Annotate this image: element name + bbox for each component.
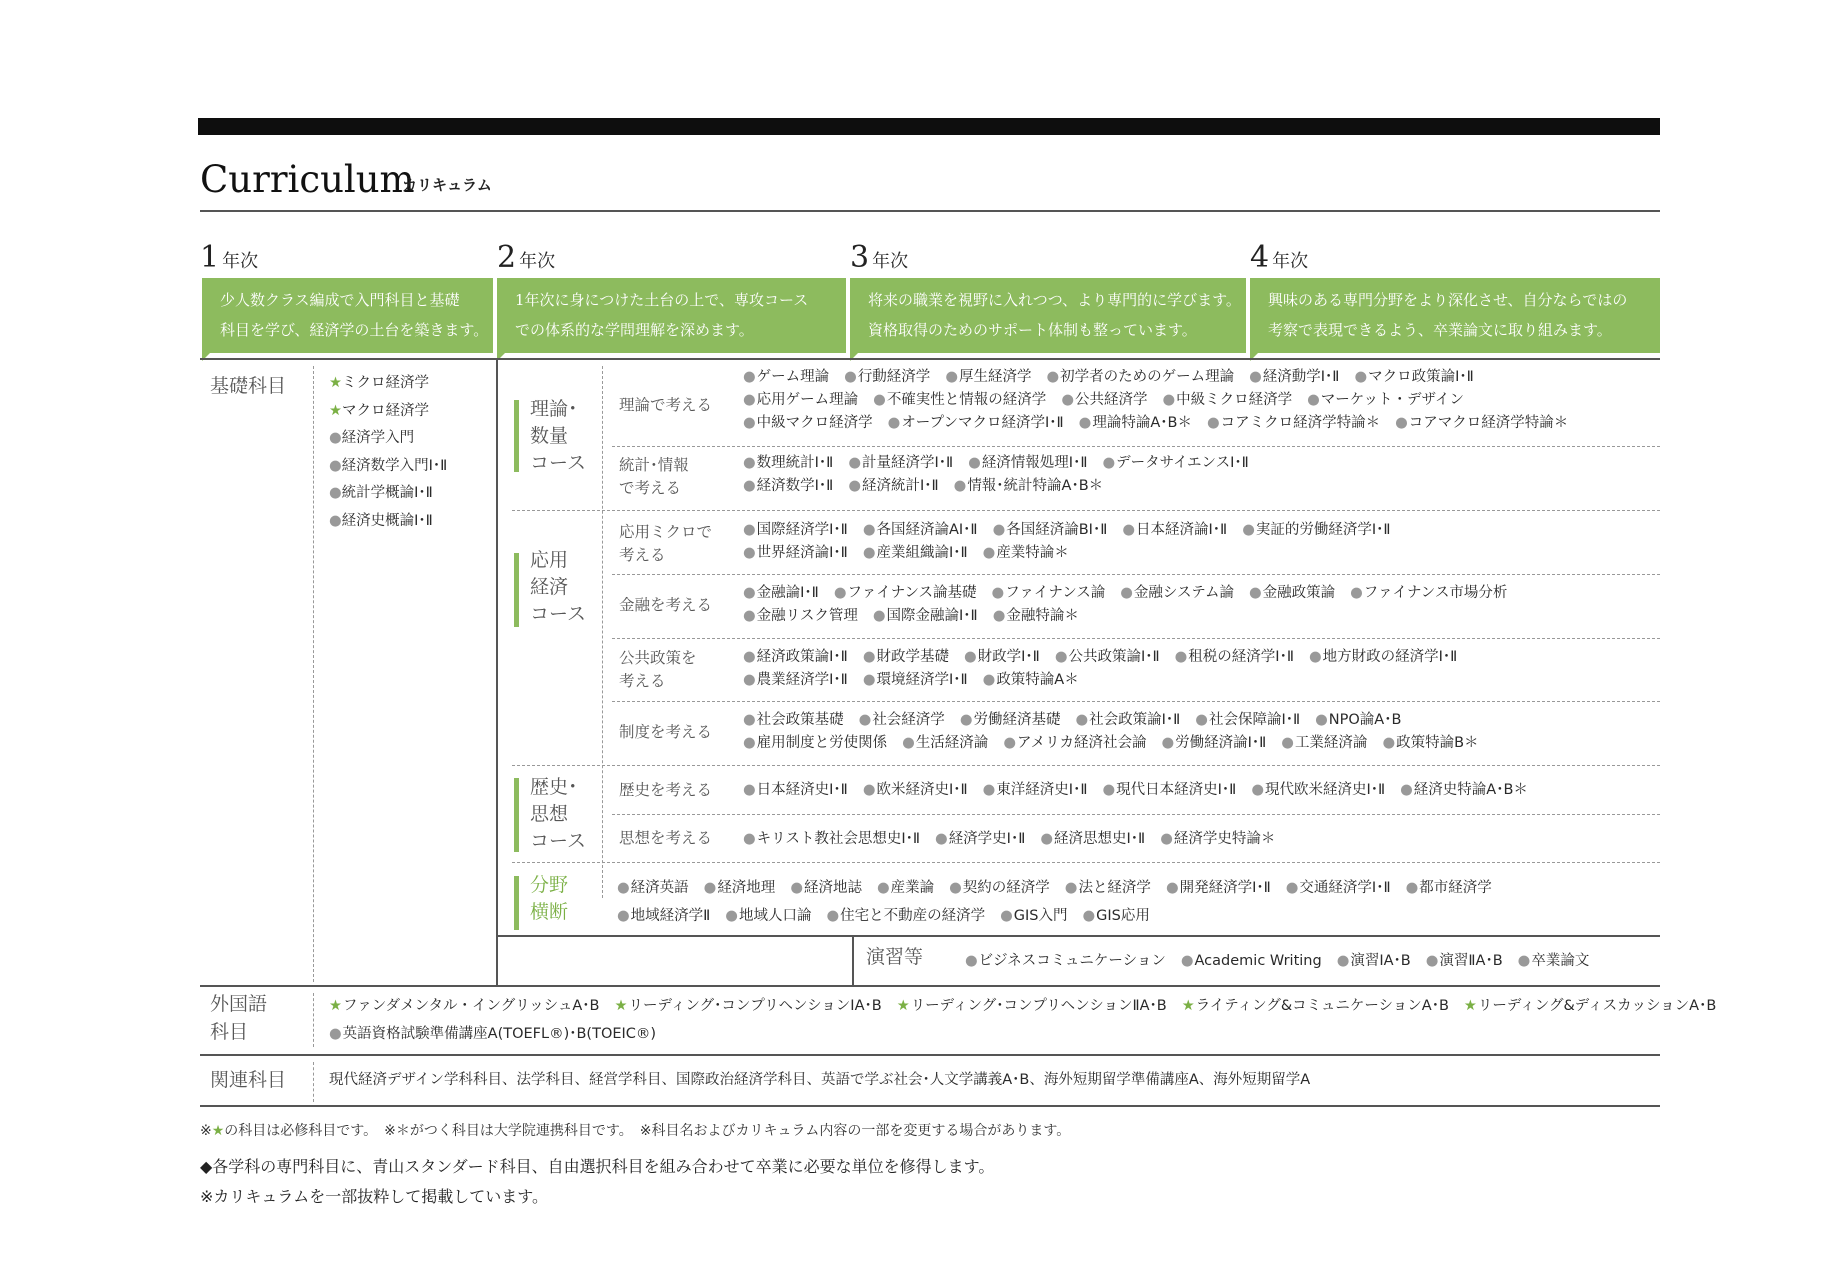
course-item: ●金融論Ⅰ･Ⅱ	[743, 585, 819, 601]
section-rule	[200, 1054, 1660, 1056]
gaikokugo-dash-divider	[313, 993, 314, 1047]
year-1-heading: 1 年次	[200, 240, 259, 275]
course-row	[743, 709, 1494, 732]
course-item: ●GIS入門	[1000, 908, 1068, 924]
year-4-description: 興味のある専門分野をより深化させ、自分ならではの 考察で表現できるよう、卒業論文に取り組みます。	[1250, 278, 1660, 353]
course-item: ●ゲーム理論	[743, 369, 830, 385]
course-item: ●経済英語	[617, 880, 689, 896]
course-item: ●卒業論文	[1517, 953, 1590, 969]
course-item: ●社会政策基礎	[743, 712, 844, 728]
year-4-notch	[1250, 353, 1258, 361]
course-item: ●政策特論A＊	[982, 672, 1079, 688]
enshu-divider	[852, 935, 854, 985]
course-item: ●応用ゲーム理論	[743, 392, 859, 408]
course-item: ●契約の経済学	[949, 880, 1050, 896]
year-2-description: 1年次に身につけた土台の上で、専攻コース での体系的な学問理解を深めます。	[497, 278, 846, 353]
course-item: ●ファイナンス論	[991, 585, 1106, 601]
course-row	[965, 949, 1604, 973]
course-row	[743, 542, 1406, 565]
year-3-description: 将来の職業を視野に入れつつ、より専門的に学びます。 資格取得のためのサポート体制も整っています。	[850, 278, 1246, 353]
course-item: ●経済政策論Ⅰ･Ⅱ	[743, 649, 848, 665]
course-row	[743, 605, 1522, 628]
course-item: ●金融リスク管理	[743, 608, 858, 624]
ouyou-course-bar	[514, 553, 519, 627]
course-item: ●労働経済論Ⅰ･Ⅱ	[1161, 735, 1267, 751]
shisou-items	[743, 828, 1290, 851]
course-item: ★リーディング･コンプリヘンションⅠA･B	[614, 998, 882, 1014]
course-item: ●日本経済史Ⅰ･Ⅱ	[743, 782, 848, 798]
course-item: ●行動経済学	[844, 369, 931, 385]
year-3-heading: 3 年次	[850, 240, 909, 275]
kiso-label: 基礎科目	[210, 375, 287, 397]
course-item: ●ファイナンス論基礎	[833, 585, 977, 601]
course-item: ●マクロ政策論Ⅰ･Ⅱ	[1354, 369, 1474, 385]
course-item: ●法と経済学	[1064, 880, 1151, 896]
course-item: ●地域人口論	[725, 908, 812, 924]
course-row	[743, 732, 1494, 755]
course-item: ●経済史特論A･B＊	[1400, 782, 1528, 798]
note-excerpt: ※カリキュラムを一部抜粋して掲載しています。	[200, 1187, 548, 1206]
course-item: ●都市経済学	[1405, 880, 1492, 896]
course-item: ●初学者のためのゲーム理論	[1046, 369, 1235, 385]
header-rule	[200, 210, 1660, 212]
sub-kokyo-label: 公共政策を 考える	[619, 649, 697, 690]
course-item: ●経済学史Ⅰ･Ⅱ	[935, 831, 1026, 847]
separator	[612, 814, 1660, 815]
course-item: ●世界経済論Ⅰ･Ⅱ	[743, 545, 848, 561]
seido-items	[743, 709, 1494, 755]
course-item: ●現代欧米経済史Ⅰ･Ⅱ	[1251, 782, 1386, 798]
riron-items	[743, 366, 1583, 435]
toukei-items	[743, 452, 1264, 498]
course-item: ●経済地理	[703, 880, 776, 896]
course-item: ●経済地誌	[790, 880, 862, 896]
course-row	[617, 902, 1507, 930]
course-item: ●生活経済論	[902, 735, 989, 751]
course-item: ●政策特論B＊	[1382, 735, 1479, 751]
course-item: ●開発経済学Ⅰ･Ⅱ	[1165, 880, 1271, 896]
course-item: ●演習ⅡA･B	[1425, 953, 1503, 969]
course-item: ●厚生経済学	[945, 369, 1032, 385]
course-row	[743, 475, 1264, 498]
course-item: ●環境経済学Ⅰ･Ⅱ	[862, 672, 968, 688]
course-item: ●ビジネスコミュニケーション	[965, 953, 1166, 969]
course-item: ●日本経済論Ⅰ･Ⅱ	[1122, 522, 1228, 538]
course-item: ●東洋経済史Ⅰ･Ⅱ	[982, 782, 1088, 798]
course-item: ●租税の経済学Ⅰ･Ⅱ	[1174, 649, 1294, 665]
list-item: ★ミクロ経済学	[329, 375, 429, 391]
course-item: ●オープンマクロ経済学Ⅰ･Ⅱ	[887, 415, 1064, 431]
kiso-dash-divider	[313, 366, 314, 982]
course-item: ●計量経済学Ⅰ･Ⅱ	[848, 455, 954, 471]
course-item: ●農業経済学Ⅰ･Ⅱ	[743, 672, 848, 688]
course-item: ●キリスト教社会思想史Ⅰ･Ⅱ	[743, 831, 921, 847]
note-required: ※★の科目は必修科目です。 ※＊がつく科目は大学院連携科目です。 ※科目名およびカリキュラム内容の一部を変更する場合があります。	[200, 1123, 1071, 1139]
page-subtitle: カリキュラム	[402, 176, 492, 194]
course-item: ●数理統計Ⅰ･Ⅱ	[743, 455, 834, 471]
course-item: ●データサイエンスⅠ･Ⅱ	[1102, 455, 1249, 471]
course-item: ●経済動学Ⅰ･Ⅱ	[1249, 369, 1340, 385]
bunya-items	[617, 874, 1507, 930]
year-1-notch	[202, 353, 210, 361]
course-row	[743, 669, 1472, 692]
year-2-notch	[497, 353, 505, 361]
page-title: Curriculum	[200, 158, 415, 201]
course-item: ●金融システム論	[1120, 585, 1234, 601]
course-item: ●雇用制度と労使関係	[743, 735, 888, 751]
course-row	[743, 582, 1522, 605]
kanren-dash-divider	[313, 1062, 314, 1102]
table-bottom-rule	[200, 1105, 1660, 1107]
course-item: ●財政学基礎	[862, 649, 949, 665]
course-item: ●地方財政の経済学Ⅰ･Ⅱ	[1308, 649, 1458, 665]
course-item: ●社会経済学	[858, 712, 945, 728]
rekishi-course-label: 歴史･ 思想 コース	[530, 776, 587, 852]
sub-toukei-label: 統計･情報 で考える	[619, 456, 689, 497]
list-item: ★マクロ経済学	[329, 402, 429, 419]
course-row	[743, 646, 1472, 669]
course-item: ●経済統計Ⅰ･Ⅱ	[848, 478, 939, 494]
course-item: ●各国経済論BⅠ･Ⅱ	[992, 522, 1108, 538]
separator	[612, 701, 1660, 702]
course-item: ●マーケット・デザイン	[1307, 392, 1465, 408]
bunya-course-label: 分野 横断	[530, 874, 569, 923]
course-item: ●公共経済学	[1061, 392, 1148, 408]
micro-items	[743, 519, 1406, 565]
course-item: ●経済学史特論＊	[1160, 831, 1276, 847]
course-item: ●不確実性と情報の経済学	[873, 392, 1047, 408]
kanren-text: 現代経済デザイン学科科目、法学科目、経営学科目、国際政治経済学科目、英語で学ぶ社会･人文学講義A･B、海外短期留学準備講座A、海外短期留学A	[329, 1072, 1311, 1088]
course-item: ●実証的労働経済学Ⅰ･Ⅱ	[1242, 522, 1391, 538]
course-item: ●現代日本経済史Ⅰ･Ⅱ	[1102, 782, 1237, 798]
course-item: ●ファイナンス市場分析	[1350, 585, 1508, 601]
header-bar	[198, 118, 1660, 135]
course-item: ●NPO論A･B	[1315, 712, 1402, 728]
course-item: ●工業経済論	[1281, 735, 1368, 751]
kokyo-items	[743, 646, 1472, 692]
course-row	[743, 452, 1264, 475]
course-item: ●金融政策論	[1248, 585, 1336, 601]
course-item: ●経済数学Ⅰ･Ⅱ	[743, 478, 834, 494]
course-item: ●住宅と不動産の経済学	[826, 908, 986, 924]
separator	[512, 765, 1660, 766]
kinyu-items	[743, 582, 1522, 628]
course-item: ★リーディング･コンプリヘンションⅡA･B	[896, 998, 1167, 1014]
kanren-label: 関連科目	[210, 1069, 287, 1091]
rekishi-items	[743, 779, 1543, 802]
gaikokugo-items	[329, 994, 1731, 1018]
course-item: ●GIS応用	[1082, 908, 1150, 924]
sub-seido-label: 制度を考える	[619, 723, 713, 741]
year-4-heading: 4 年次	[1250, 240, 1309, 275]
course-item: ●中級マクロ経済学	[743, 415, 873, 431]
enshu-label: 演習等	[866, 946, 924, 968]
course-item: ●財政学Ⅰ･Ⅱ	[963, 649, 1040, 665]
course-item: ●金融特論＊	[992, 608, 1079, 624]
course-item: ●産業特論＊	[982, 545, 1069, 561]
course-item: ★リーディング&ディスカッションA･B	[1463, 998, 1717, 1014]
course-row	[617, 874, 1507, 902]
course-item: ●欧米経済史Ⅰ･Ⅱ	[862, 782, 968, 798]
course-item: ●地域経済学Ⅱ	[617, 908, 711, 924]
course-row	[743, 828, 1290, 851]
course-item: ●公共政策論Ⅰ･Ⅱ	[1054, 649, 1160, 665]
course-item: ★ライティング&コミュニケーションA･B	[1181, 998, 1449, 1014]
gaikokugo-label: 外国語 科目	[210, 993, 268, 1043]
course-item: ●経済思想史Ⅰ･Ⅱ	[1040, 831, 1146, 847]
course-item: ●国際経済学Ⅰ･Ⅱ	[743, 522, 848, 538]
sub-riron-label: 理論で考える	[619, 396, 713, 414]
course-row	[743, 779, 1543, 802]
riron-course-bar	[514, 400, 519, 472]
rekishi-course-bar	[514, 778, 519, 852]
list-item: ●経済史概論Ⅰ･Ⅱ	[329, 512, 433, 529]
sub-kinyu-label: 金融を考える	[619, 596, 713, 614]
course-item: ●社会保障論Ⅰ･Ⅱ	[1195, 712, 1301, 728]
course-row	[743, 412, 1583, 435]
sub-shisou-label: 思想を考える	[619, 829, 713, 847]
list-item: ●経済学入門	[329, 430, 415, 446]
kiso-divider	[496, 358, 498, 986]
course-item: ●理論特論A･B＊	[1078, 415, 1192, 431]
sub-micro-label: 応用ミクロで 考える	[619, 523, 713, 564]
separator	[512, 510, 1660, 511]
course-item: ●交通経済学Ⅰ･Ⅱ	[1285, 880, 1391, 896]
riron-course-label: 理論･ 数量 コース	[530, 398, 587, 474]
separator	[612, 638, 1660, 639]
bunya-course-bar	[514, 876, 519, 930]
course-item: ●産業組織論Ⅰ･Ⅱ	[862, 545, 968, 561]
note-credits: ◆各学科の専門科目に、青山スタンダード科目、自由選択科目を組み合わせて卒業に必要な単位を修得します。	[200, 1157, 995, 1176]
course-row	[743, 366, 1583, 389]
course-item: ●情報･統計特論A･B＊	[953, 478, 1104, 494]
course-item: ●社会政策論Ⅰ･Ⅱ	[1075, 712, 1181, 728]
course-item: ●各国経済論AⅠ･Ⅱ	[862, 522, 978, 538]
section-rule	[200, 985, 1660, 987]
course-item: ●アメリカ経済社会論	[1003, 735, 1147, 751]
gaikokugo-row2: ●英語資格試験準備講座A(TOEFL®)･B(TOEIC®)	[329, 1026, 657, 1042]
course-dash-divider	[602, 366, 603, 898]
course-row	[743, 389, 1583, 412]
kiso-list	[329, 370, 447, 535]
course-item: ●コアマクロ経済学特論＊	[1395, 415, 1569, 431]
course-item: ●中級ミクロ経済学	[1162, 392, 1293, 408]
year-2-heading: 2 年次	[497, 240, 556, 275]
sub-rekishi-label: 歴史を考える	[619, 781, 713, 799]
course-item: ●経済情報処理Ⅰ･Ⅱ	[968, 455, 1088, 471]
separator	[612, 446, 1660, 447]
list-item: ●統計学概論Ⅰ･Ⅱ	[329, 485, 433, 501]
course-item: ●コアミクロ経済学特論＊	[1206, 415, 1381, 431]
course-item: ★ファンダメンタル・イングリッシュA･B	[329, 998, 600, 1014]
course-item: ●国際金融論Ⅰ･Ⅱ	[872, 608, 978, 624]
separator	[512, 862, 1660, 863]
enshu-top-rule	[496, 935, 1660, 937]
course-row	[743, 519, 1406, 542]
separator	[612, 574, 1660, 575]
course-item: ●産業論	[876, 880, 935, 896]
enshu-items	[965, 949, 1604, 973]
course-item: ●労働経済基礎	[959, 712, 1061, 728]
course-item: ●演習ⅠA･B	[1336, 953, 1411, 969]
course-row	[329, 994, 1731, 1018]
list-item: ●経済数学入門Ⅰ･Ⅱ	[329, 457, 448, 474]
year-1-description: 少人数クラス編成で入門科目と基礎 科目を学び、経済学の土台を築きます。	[202, 278, 493, 353]
year-3-notch	[850, 353, 858, 361]
course-item: ●Academic Writing	[1180, 953, 1322, 969]
ouyou-course-label: 応用 経済 コース	[530, 549, 587, 625]
table-top-rule	[200, 358, 1660, 360]
